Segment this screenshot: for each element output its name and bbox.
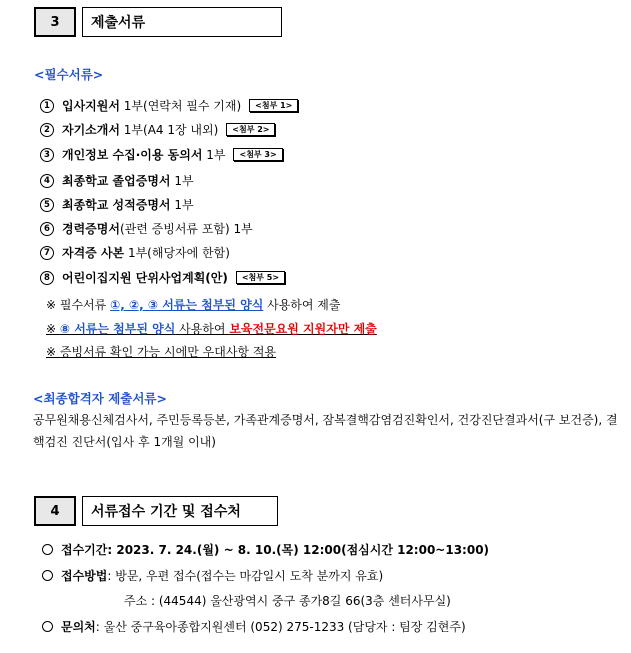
doc-detail: 1부(연락처 필수 기재) <box>119 99 242 113</box>
doc-detail: (관련 증빙서류 포함) 1부 <box>119 222 253 236</box>
circle-bullet-icon <box>42 621 53 632</box>
section-4-header <box>34 496 278 526</box>
note-attached-forms: ※ 필수서류 ①, ②, ③ 서류는 첨부된 양식 사용하여 제출 <box>46 298 341 312</box>
required-doc-item <box>40 244 230 261</box>
required-doc-item <box>40 172 194 189</box>
attachment-badge: <첨부 1> <box>249 99 298 112</box>
note-childcare-form: ※ ⑧ 서류는 첨부된 양식 사용하여 보육전문요원 지원자만 제출 <box>46 322 377 336</box>
section-title: 서류접수 기간 및 접수처 <box>82 496 278 526</box>
attachment-badge: <첨부 2> <box>226 123 275 136</box>
circle-bullet-icon <box>42 570 53 581</box>
doc-name: 어린이집지원 단위사업계획(안) <box>62 271 228 285</box>
doc-name: 최종학교 성적증명서 <box>62 198 171 212</box>
final-docs-heading: <최종합격자 제출서류> <box>33 391 167 406</box>
required-doc-item <box>40 121 275 138</box>
doc-name: 개인정보 수집·이용 동의서 <box>62 148 203 162</box>
item-number: 8 <box>40 271 54 285</box>
doc-detail: 1부(A4 1장 내외) <box>119 123 219 137</box>
section-title: 제출서류 <box>82 7 282 37</box>
doc-name: 입사지원서 <box>62 99 120 113</box>
receipt-address: 주소 : (44544) 울산광역시 중구 종가8길 66(3층 센터사무실) <box>124 594 451 608</box>
item-number: 3 <box>40 148 54 162</box>
doc-name: 자격증 사본 <box>62 246 125 260</box>
attachment-badge: <첨부 5> <box>236 271 285 284</box>
required-doc-item <box>40 269 285 286</box>
section-number: 3 <box>34 7 76 37</box>
receipt-contact: 문의처 : 울산 중구육아종합지원센터 (052) 275-1233 (담당자 : 팀장 김현주) <box>42 618 466 635</box>
item-number: 7 <box>40 246 54 260</box>
attachment-badge: <첨부 3> <box>233 148 282 161</box>
required-doc-item <box>40 196 194 213</box>
item-number: 2 <box>40 123 54 137</box>
receipt-period: 접수기간 : 2023. 7. 24.(월) ~ 8. 10.(목) 12:00(점심시간 12:00~13:00) <box>42 541 489 558</box>
doc-detail: 1부 <box>170 174 194 188</box>
doc-name: 최종학교 졸업증명서 <box>62 174 171 188</box>
final-docs-text: 공무원채용신체검사서, 주민등록등본, 가족관계증명서, 잠복결핵감염검진확인서, 건강진단결과서(구 보건증), 결핵검진 진단서(입사 후 1개월 이내) <box>33 413 618 449</box>
required-doc-item <box>40 97 298 114</box>
required-doc-item <box>40 146 283 163</box>
required-doc-item <box>40 220 253 237</box>
item-number: 6 <box>40 222 54 236</box>
circle-bullet-icon <box>42 544 53 555</box>
doc-detail: 1부 <box>202 148 226 162</box>
note-preference: ※ 증빙서류 확인 가능 시에만 우대사항 적용 <box>46 345 277 359</box>
doc-detail: 1부(해당자에 한함) <box>124 246 230 260</box>
item-number: 4 <box>40 174 54 188</box>
required-docs-heading: <필수서류> <box>34 67 104 82</box>
section-number: 4 <box>34 496 76 526</box>
section-3-header <box>34 7 282 37</box>
item-number: 5 <box>40 198 54 212</box>
doc-detail: 1부 <box>170 198 194 212</box>
item-number: 1 <box>40 99 54 113</box>
receipt-method: 접수방법 : 방문, 우편 접수(접수는 마감일시 도착 분까지 유효) <box>42 567 383 584</box>
doc-name: 경력증명서 <box>62 222 120 236</box>
doc-name: 자기소개서 <box>62 123 120 137</box>
